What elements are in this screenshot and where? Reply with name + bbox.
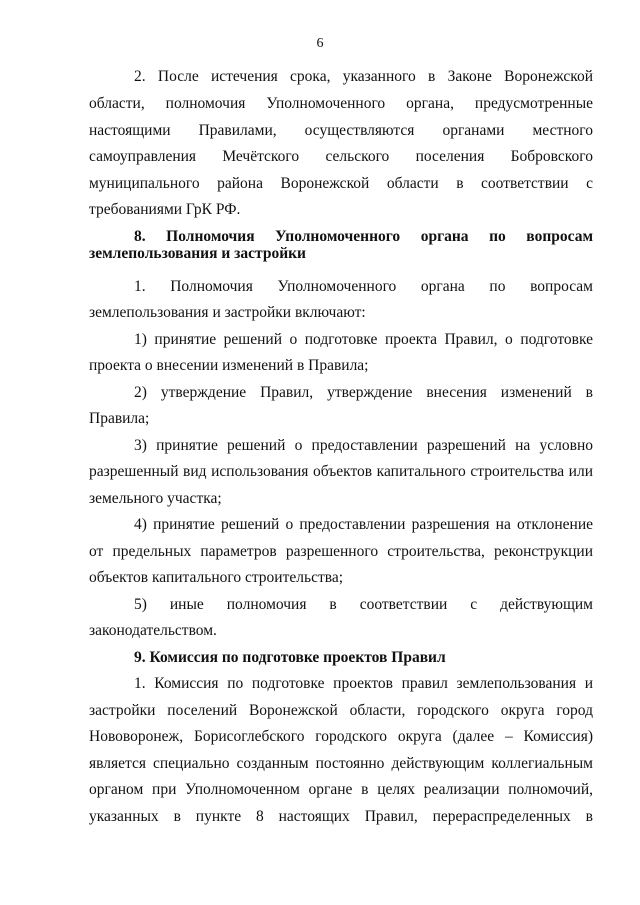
list-item-line: разрешенный вид использования объектов капитального строительства или — [89, 463, 593, 480]
paragraph-line: требованиями ГрК РФ. — [89, 201, 241, 218]
list-item-line: 4) принятие решений о предоставлении разрешения на отклонение — [134, 516, 593, 533]
section-heading-9: 9. Комиссия по подготовке проектов Правил — [134, 649, 446, 666]
list-item-line: от предельных параметров разрешенного строительства, реконструкции — [89, 543, 593, 560]
paragraph-line: застройки поселений Воронежской области, городского округа город — [89, 702, 593, 719]
paragraph-line: Нововоронеж, Борисоглебского городского округа (далее – Комиссия) — [89, 728, 593, 745]
paragraph-line: 1. Полномочия Уполномоченного органа по вопросам — [134, 278, 593, 295]
section-heading-8: 8. Полномочия Уполномоченного органа по вопросам — [134, 228, 593, 245]
list-item-line: 1) принятие решений о подготовке проекта Правил, о подготовке — [134, 331, 593, 348]
paragraph-line: муниципального района Воронежской области в соответствии с — [89, 175, 593, 192]
paragraph-line: настоящими Правилами, осуществляются органами местного — [89, 122, 593, 139]
list-item-line: объектов капитального строительства; — [89, 569, 344, 586]
list-item-line: 2) утверждение Правил, утверждение внесения изменений в — [134, 384, 593, 401]
paragraph-line: 1. Комиссия по подготовке проектов правил землепользования и — [134, 675, 593, 692]
paragraph-line: области, полномочия Уполномоченного органа, предусмотренные — [89, 95, 593, 112]
page-number: 6 — [316, 36, 324, 51]
list-item-line: 5) иные полномочия в соответствии с действующим — [134, 596, 593, 613]
list-item-line: 3) принятие решений о предоставлении разрешений на условно — [134, 437, 593, 454]
paragraph-line: 2. После истечения срока, указанного в Законе Воронежской — [134, 68, 593, 85]
paragraph-line: является специально созданным постоянно действующим коллегиальным — [89, 755, 593, 772]
list-item-line: земельного участка; — [89, 490, 222, 507]
section-heading-8-cont: землепользования и застройки — [89, 245, 306, 262]
list-item-line: законодательством. — [89, 622, 217, 639]
paragraph-line: землепользования и застройки включают: — [89, 304, 366, 321]
paragraph-line: указанных в пункте 8 настоящих Правил, перераспределенных в — [89, 808, 593, 825]
list-item-line: Правила; — [89, 410, 150, 427]
paragraph-line: самоуправления Мечётского сельского поселения Бобровского — [89, 148, 593, 165]
paragraph-line: органом при Уполномоченном органе в целях реализации полномочий, — [89, 781, 593, 798]
list-item-line: проекта о внесении изменений в Правила; — [89, 357, 369, 374]
